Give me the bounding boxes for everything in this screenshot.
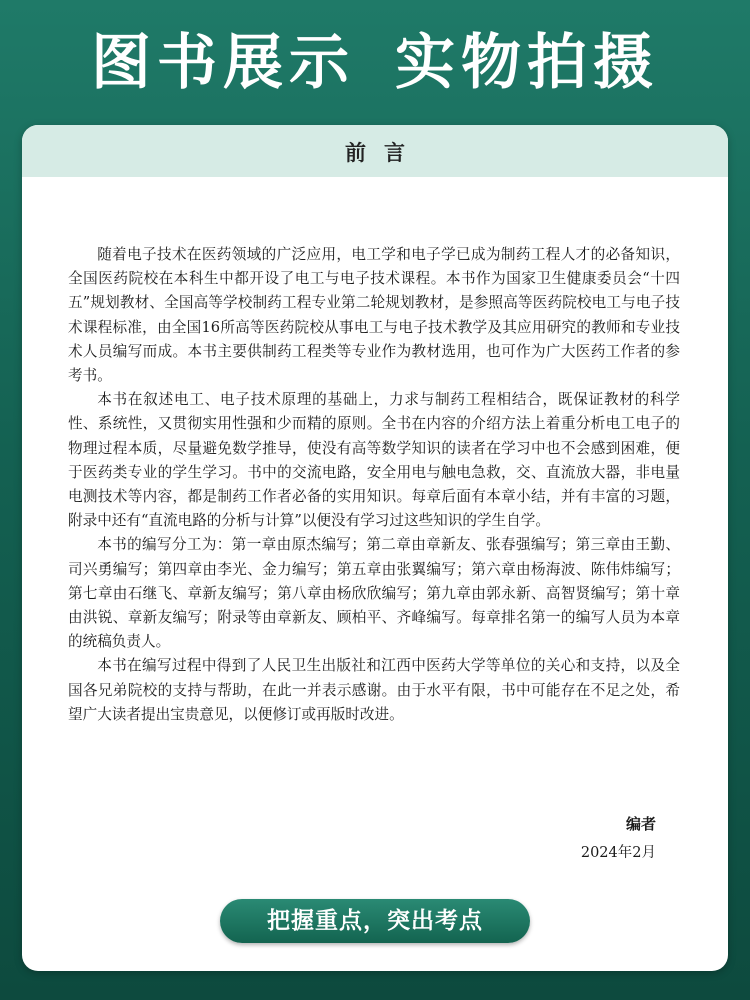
banner-title bbox=[0, 18, 750, 108]
preface-paragraph-3: 本书的编写分工为：第一章由原杰编写；第二章由章新友、张春强编写；第三章由王勤、司兴勇编写；第四章由李光、金力编写；第五章由张翼编写；第六章由杨海波、陈伟炜编写；第七章由石继飞、章新友编写；第八章由杨欣欣编写；第九章由郭永新、高智贤编写；第十章由洪锐、章新友编写；附录等由章新友、顾柏平、齐峰编写。每章排名第一的编写人员为本章的统稿负责人。 bbox=[68, 536, 680, 651]
preface-paragraph-4: 本书在编写过程中得到了人民卫生出版社和江西中医药大学等单位的关心和支持，以及全国各兄弟院校的支持与帮助，在此一并表示感谢。由于水平有限，书中可能存在不足之处，希望广大读者提出宝贵意见，以便修订或再版时改进。 bbox=[68, 657, 680, 723]
page-heading: 前言 bbox=[22, 125, 728, 177]
preface-text bbox=[68, 243, 680, 727]
banner-title-left: 图书展示 bbox=[91, 28, 355, 98]
preface-paragraph-2: 本书在叙述电工、电子技术原理的基础上，力求与制药工程相结合，既保证教材的科学性、系统性，又贯彻实用性强和少而精的原则。全书在内容的介绍方法上着重分析电工电子的物理过程本质，尽量避免数学推导，使没有高等数学知识的读者在学习中也不会感到困难，便于医药类专业的学生学习。书中的交流电路，安全用电与触电急救，交、直流放大器，非电量电测技术等内容，都是制药工作者必备的实用知识。每章后面有本章小结，并有丰富的习题，附录中还有“直流电路的分析与计算”以便没有学习过这些知识的学生自学。 bbox=[68, 391, 680, 530]
banner-title-right: 实物拍摄 bbox=[395, 28, 659, 98]
book-page-card bbox=[22, 125, 728, 971]
author-signature: 编者 bbox=[625, 815, 656, 833]
slogan-pill: 把握重点，突出考点 bbox=[220, 899, 530, 943]
preface-paragraph-1: 随着电子技术在医药领域的广泛应用，电工学和电子学已成为制药工程人才的必备知识，全国医药院校在本科生中都开设了电工与电子技术课程。本书作为国家卫生健康委员会“十四五”规划教材、全国高等学校制药工程专业第二轮规划教材，是参照高等医药院校电工与电子技术课程标准，由全国16所高等医药院校从事电工与电子技术教学及其应用研究的教师和专业技术人员编写而成。本书主要供制药工程类等专业作为教材选用，也可作为广大医药工作者的参考书。 bbox=[68, 246, 680, 385]
signature-date: 2024年2月 bbox=[580, 845, 656, 861]
